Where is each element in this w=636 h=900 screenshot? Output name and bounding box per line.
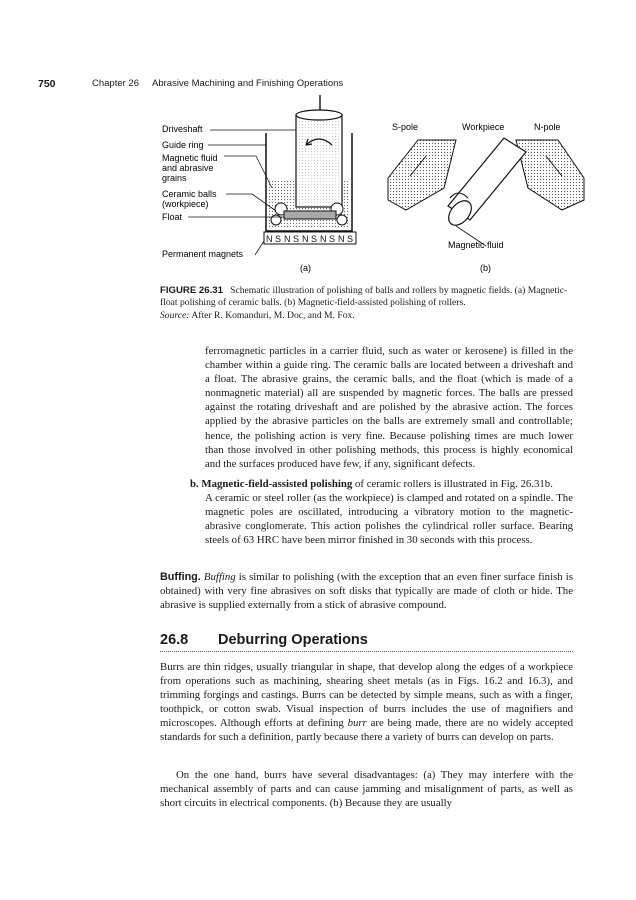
list-item-b-body: A ceramic or steel roller (as the workpiece) is clamped and rotated on a spindle. The magnetic poles are oscillated, introducing a vibratory motion to the magnetic-abrasive conglomerate. This action polishes the cylindrical roller surface. Bearing steels of 63 HRC have been mirror finished in 30 seconds with this process. (205, 492, 573, 547)
burrs-text-b: are being made, there are no widely accepted standards for such a definition, partly because there a variety of burrs can develop on parts. (160, 717, 574, 744)
label-guide-ring: Guide ring (162, 140, 204, 150)
section-title: Deburring Operations (218, 632, 368, 648)
buffing-term: Buffing (203, 571, 236, 583)
list-item-b (190, 477, 573, 491)
label-float: Float (162, 212, 183, 222)
burrs-paragraph-2: On the one hand, burrs have several disadvantages: (a) They may interfere with the mechanical assembly of parts and can cause jamming and misalignment of parts, as well as short circuits in electrical components. (b) Because they are usually (160, 769, 573, 810)
chapter-title: Abrasive Machining and Finishing Operations (152, 78, 344, 89)
list-marker: b. (190, 478, 199, 490)
figure-caption (160, 285, 570, 322)
panel-a-label: (a) (300, 263, 311, 273)
buffing-paragraph (160, 570, 573, 612)
caption-label: FIGURE 26.31 (160, 285, 223, 296)
pole-label: N (302, 234, 309, 244)
burrs-text-a: Burrs are thin ridges, usually triangular in shape, that develop along the edges of a workpiece from operations such as machining, shearing sheet metals (as in Figs. 16.2 and 16.3), and trimming forgings and castings. Burrs can be detected by simple means, such as with a finger, toothpick, or cotton swab. Visual inspection of burrs includes the use of magnifiers and microscopes. Although efforts at defining (160, 661, 573, 730)
pole-label: S (311, 234, 318, 244)
label-workpiece: Workpiece (462, 122, 505, 132)
label-n-pole: N-pole (534, 122, 561, 132)
label-driveshaft: Driveshaft (162, 124, 203, 134)
label-magnetic-fluid-3: grains (162, 173, 187, 183)
section-rule (160, 651, 573, 652)
label-ceramic-balls-2: (workpiece) (162, 199, 209, 209)
pole-label: S (329, 234, 336, 244)
paragraph-continued: ferromagnetic particles in a carrier fluid, such as water or kerosene) is filled in the chamber within a guide ring. The ceramic balls are located between a driveshaft and a float. The abrasive grains, the ceramic balls, and the float (which is made of a nonmagnetic material) all are suspended by magnetic forces. The balls are pressed against the rotating driveshaft and are polished by the abrasive action. The forces applied by the abrasive particles on the balls are extremely small and controllable; hence, the polishing action is very fine. Because polishing times are much lower than those involved in other polishing methods, this process is highly economical and the surfaces produced have few, if any, significant defects. (205, 345, 573, 470)
pole-label: N (266, 234, 273, 244)
pole-label: S (293, 234, 300, 244)
chapter-label: Chapter 26 (92, 78, 140, 89)
label-magnetic-fluid-2: and abrasive (162, 163, 214, 173)
burrs-paragraph-1 (160, 660, 573, 745)
list-item-lead: Magnetic-field-assisted polishing (201, 478, 353, 490)
section-number: 26.8 (160, 632, 189, 648)
label-ceramic-balls: Ceramic balls (162, 189, 217, 199)
label-magnetic-fluid: Magnetic fluid (162, 153, 218, 163)
buffing-heading: Buffing. (160, 571, 201, 583)
buffing-text: is similar to polishing (with the exception that an even finer surface finish is obtained) with very fine abrasives on soft disks that typically are made of cloth or hide. The abrasive is supplied externally from a stick of abrasive compound. (160, 571, 573, 612)
pole-label: N (284, 234, 291, 244)
caption-source-label: Source: (160, 309, 190, 321)
panel-b-label: (b) (480, 263, 491, 273)
pole-label: S (275, 234, 282, 244)
pole-label: S (347, 234, 354, 244)
list-item-first-line: of ceramic rollers is illustrated in Fig. 26.31b. (355, 478, 553, 490)
figure-panel-a (160, 93, 370, 273)
burr-term: burr (347, 717, 367, 730)
pole-label: N (338, 234, 345, 244)
caption-source: After R. Komanduri, M. Doc, and M. Fox. (191, 309, 355, 321)
label-s-pole: S-pole (392, 122, 419, 132)
figure-panel-b (386, 118, 586, 278)
page-number: 750 (38, 78, 56, 90)
label-magnetic-fluid-b: Magnetic fluid (448, 240, 504, 250)
caption-text: Schematic illustration of polishing of balls and rollers by magnetic fields. (a) Magnetic-float polishing of ceramic balls. (b) Magnetic-field-assisted polishing of rollers. (160, 285, 568, 309)
pole-label: N (320, 234, 327, 244)
label-permanent-magnets: Permanent magnets (162, 249, 244, 259)
